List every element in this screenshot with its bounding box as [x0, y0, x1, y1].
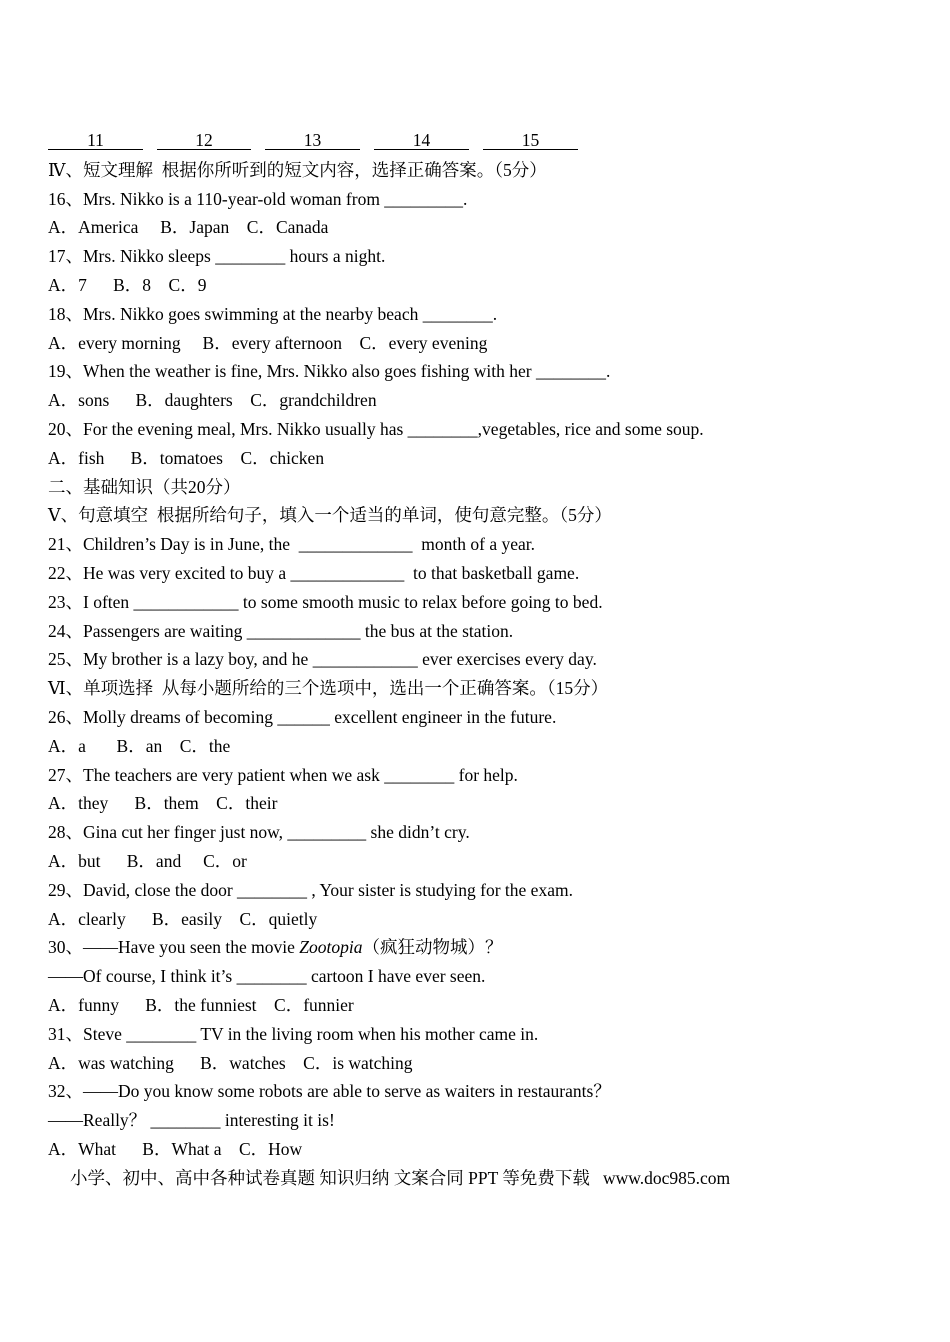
answer-blank[interactable]: 12 [157, 127, 251, 150]
options-27: A．they B．them C．their [48, 793, 278, 814]
question-28: 28、Gina cut her finger just now, _________ she didn’t cry. [48, 822, 470, 843]
question-30-suffix: （疯狂动物城）？ [362, 937, 503, 958]
answer-blanks-row [48, 127, 908, 156]
options-30: A．funny B．the funniest C．funnier [48, 994, 354, 1015]
question-26: 26、Molly dreams of becoming ______ excellent engineer in the future. [48, 706, 557, 727]
question-20: 20、For the evening meal, Mrs. Nikko usually has ________,vegetables, rice and some soup. [48, 418, 704, 439]
options-18: A．every morning B．every afternoon C．every evening [48, 332, 488, 353]
question-17: 17、Mrs. Nikko sleeps ________ hours a night. [48, 246, 386, 267]
question-19: 19、When the weather is fine, Mrs. Nikko also goes fishing with her ________. [48, 361, 611, 382]
options-17: A．7 B．8 C．9 [48, 274, 207, 295]
options-16: A．America B．Japan C．Canada [48, 217, 329, 238]
part-2-heading: 二、基础知识（共20分） [48, 476, 241, 497]
options-32: A．What B．What a C．How [48, 1138, 303, 1159]
question-22: 22、He was very excited to buy a _____________ to that basketball game. [48, 562, 580, 583]
options-20: A．fish B．tomatoes C．chicken [48, 447, 325, 468]
exam-page [48, 127, 908, 1192]
question-30-prefix: 30、——Have you seen the movie [48, 937, 300, 958]
question-23: 23、I often ____________ to some smooth music to relax before going to bed. [48, 591, 603, 612]
question-30-reply: ——Of course, I think it’s ________ cartoon I have ever seen. [48, 966, 486, 987]
options-28: A．but B．and C．or [48, 850, 247, 871]
section-5-heading: Ⅴ、句意填空 根据所给句子，填入一个适当的单词，使句意完整。（5分） [48, 505, 612, 526]
question-27: 27、The teachers are very patient when we ask ________ for help. [48, 764, 518, 785]
options-26: A．a B．an C．the [48, 735, 231, 756]
question-31: 31、Steve ________ TV in the living room when his mother came in. [48, 1023, 539, 1044]
question-30 [48, 933, 908, 962]
options-29: A．clearly B．easily C．quietly [48, 908, 318, 929]
answer-blank[interactable]: 11 [48, 127, 143, 150]
answer-blank[interactable]: 15 [483, 127, 578, 150]
question-32-reply: ——Really？ ________ interesting it is! [48, 1110, 335, 1131]
question-21: 21、Children’s Day is in June, the _____________ month of a year. [48, 534, 536, 555]
footer-text: 小学、初中、高中各种试卷真题 知识归纳 文案合同 PPT 等免费下载 www.doc985.com [70, 1167, 731, 1188]
options-19: A．sons B．daughters C．grandchildren [48, 390, 377, 411]
question-24: 24、Passengers are waiting _____________ the bus at the station. [48, 620, 514, 641]
answer-blank[interactable]: 14 [374, 127, 469, 150]
movie-title: Zootopia [299, 937, 363, 958]
question-18: 18、Mrs. Nikko goes swimming at the nearby beach ________. [48, 303, 498, 324]
question-16: 16、Mrs. Nikko is a 110-year-old woman from _________. [48, 188, 468, 209]
question-29: 29、David, close the door ________ , Your sister is studying for the exam. [48, 879, 573, 900]
answer-blank[interactable]: 13 [265, 127, 360, 150]
question-32: 32、——Do you know some robots are able to serve as waiters in restaurants？ [48, 1081, 611, 1102]
question-25: 25、My brother is a lazy boy, and he ____________ ever exercises every day. [48, 649, 597, 670]
section-6-heading: Ⅵ、单项选择 从每小题所给的三个选项中，选出一个正确答案。（15分） [48, 678, 609, 699]
section-4-heading: Ⅳ、短文理解 根据你所听到的短文内容，选择正确答案。（5分） [48, 159, 547, 180]
options-31: A．was watching B．watches C．is watching [48, 1052, 413, 1073]
